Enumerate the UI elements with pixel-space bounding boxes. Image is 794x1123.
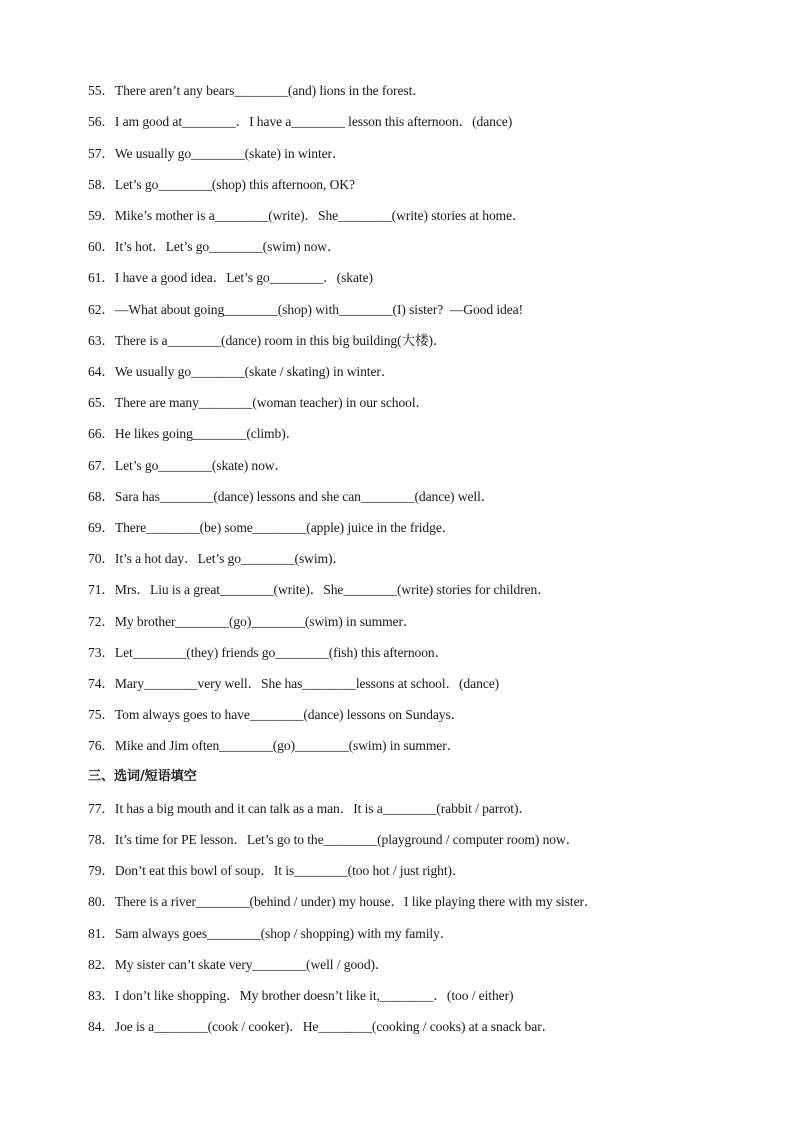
question-75: 75．Tom always goes to have________(dance) lessons on Sundays． bbox=[88, 707, 465, 722]
question-83: 83．I don’t like shopping．My brother doesn’t like it,________．(too / either) bbox=[88, 988, 514, 1003]
question-79: 79．Don’t eat this bowl of soup．It is________(too hot / just right)． bbox=[88, 863, 466, 878]
question-80: 80．There is a river________(behind / under) my house．I like playing there with my sister． bbox=[88, 894, 598, 909]
question-63: 63．There is a________(dance) room in this big building(大楼)． bbox=[88, 333, 447, 348]
question-57: 57．We usually go________(skate) in winter． bbox=[88, 146, 346, 161]
question-64: 64．We usually go________(skate / skating) in winter． bbox=[88, 364, 395, 379]
question-76: 76．Mike and Jim often________(go)________(swim) in summer． bbox=[88, 738, 461, 753]
question-58: 58．Let’s go________(shop) this afternoon, OK? bbox=[88, 177, 355, 192]
question-72: 72．My brother________(go)________(swim) in summer． bbox=[88, 614, 417, 629]
question-70: 70．It’s a hot day．Let’s go________(swim)． bbox=[88, 551, 346, 566]
question-74: 74．Mary________very well．She has________lessons at school．(dance) bbox=[88, 676, 500, 691]
question-60: 60．It’s hot．Let’s go________(swim) now． bbox=[88, 239, 341, 254]
question-81: 81．Sam always goes________(shop / shopping) with my family． bbox=[88, 926, 454, 941]
question-71: 71．Mrs．Liu is a great________(write)．She________(write) stories for children． bbox=[88, 582, 551, 597]
question-77: 77．It has a big mouth and it can talk as a man．It is a________(rabbit / parrot)． bbox=[88, 801, 532, 816]
question-73: 73．Let________(they) friends go________(fish) this afternoon． bbox=[88, 645, 449, 660]
question-59: 59．Mike’s mother is a________(write)．She________(write) stories at home． bbox=[88, 208, 526, 223]
question-84: 84．Joe is a________(cook / cooker)．He________(cooking / cooks) at a snack bar． bbox=[88, 1019, 556, 1034]
question-78: 78．It’s time for PE lesson．Let’s go to the________(playground / computer room) now． bbox=[88, 832, 580, 847]
question-69: 69．There________(be) some________(apple) juice in the fridge． bbox=[88, 520, 456, 535]
question-66: 66．He likes going________(climb)． bbox=[88, 426, 300, 441]
question-67: 67．Let’s go________(skate) now． bbox=[88, 458, 289, 473]
question-55: 55．There aren’t any bears________(and) lions in the forest． bbox=[88, 83, 426, 98]
question-65: 65．There are many________(woman teacher) in our school． bbox=[88, 395, 430, 410]
section-heading: 三、选词/短语填空 bbox=[88, 769, 197, 784]
question-68: 68．Sara has________(dance) lessons and she can________(dance) well． bbox=[88, 489, 495, 504]
question-82: 82．My sister can’t skate very________(well / good)． bbox=[88, 957, 389, 972]
question-56: 56．I am good at________．I have a________ lesson this afternoon．(dance) bbox=[88, 114, 513, 129]
question-62: 62．—What about going________(shop) with________(I) sister? —Good idea! bbox=[88, 302, 524, 317]
question-61: 61．I have a good idea．Let’s go________．(skate) bbox=[88, 270, 373, 285]
